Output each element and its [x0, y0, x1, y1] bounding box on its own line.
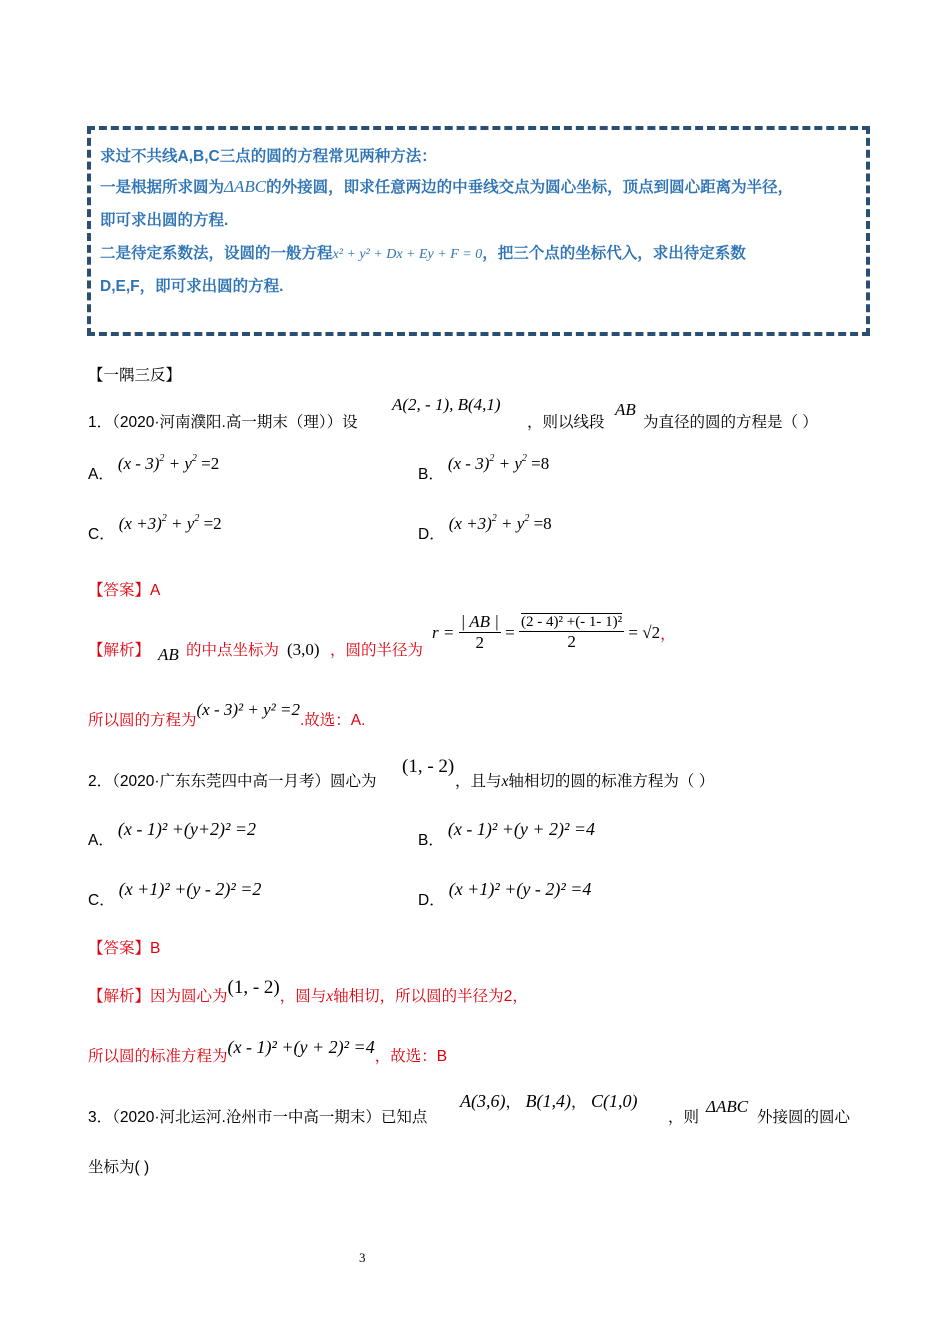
q1-analysis-label: 【解析】 [88, 642, 151, 659]
q2-stem-post: ，且与x轴相切的圆的标准方程为（ ） [455, 773, 715, 790]
q1-analysis-radius-text: ，圆的半径为 [330, 642, 424, 659]
box-line-3: 即可求出圆的方程. [100, 212, 229, 229]
q3-points: A(3,6)， B(1,4)， C(1,0) [460, 1091, 638, 1111]
q2-conclusion: 所以圆的标准方程为(x - 1)² +(y + 2)² =4，故选：B [88, 1037, 448, 1065]
q1-ab: AB [615, 400, 636, 419]
q1-answer: 【答案】A [88, 582, 161, 599]
q1-analysis-mid: 的中点坐标为 [186, 642, 280, 659]
q3-stem-line2: 坐标为( ) [88, 1159, 150, 1176]
box-line-1: 求过不共线A,B,C三点的圆的方程常见两种方法： [100, 148, 437, 165]
q2-option-a: A． (x - 1)² +(y+2)² =2 [88, 819, 257, 849]
q3-triangle: ΔABC [706, 1097, 749, 1116]
box-line-5: D,E,F，即可求出圆的方程. [100, 278, 284, 295]
q1-analysis-ab: AB [158, 645, 179, 664]
q1-analysis-center: (3,0) [287, 640, 320, 659]
q3-stem: 3．（2020·河北运河.沧州市一中高一期末）已知点 [88, 1109, 428, 1126]
q3-stem-post: ，则 [668, 1109, 700, 1126]
page-number: 3 [359, 1250, 366, 1265]
q1-points: A(2, - 1), B(4,1) [392, 395, 501, 414]
q3-stem-end: 外接圆的圆心 [757, 1109, 851, 1126]
q2-stem: 2．（2020·广东东莞四中高一月考）圆心为 [88, 773, 377, 790]
box-line-4: 二是待定系数法，设圆的一般方程x² + y² + Dx + Ey + F = 0，把三个点的坐标代入，求出待定系数 [100, 245, 746, 262]
q1-option-c: C． $(x +3)^2 + y^2 =2$ [88, 513, 222, 543]
q1-option-d: D． $(x +3)^2 + y^2 =8$ [418, 513, 552, 543]
q2-answer: 【答案】B [88, 940, 161, 957]
section-title: 【一隅三反】 [88, 367, 182, 384]
q1-stem: 1．（2020·河南濮阳.高一期末（理））设 [88, 414, 358, 431]
q2-center: (1, - 2) [402, 756, 455, 777]
box-line-2: 一是根据所求圆为ΔABC的外接圆，即求任意两边的中垂线交点为圆心坐标，顶点到圆心距离为半径， [100, 177, 794, 196]
q2-option-d: D． (x +1)² +(y - 2)² =4 [418, 879, 592, 909]
q1-option-a: A． $(x - 3)^2 + y^2 =2$ [88, 453, 220, 483]
q1-option-b: B． $(x - 3)^2 + y^2 =8$ [418, 453, 550, 483]
q2-option-b: B． (x - 1)² +(y + 2)² =4 [418, 819, 596, 849]
q1-conclusion: 所以圆的方程为(x - 3)² + y² =2.故选：A. [88, 700, 366, 729]
q1-stem-end: 为直径的圆的方程是（ ） [643, 414, 818, 431]
q1-stem-post: ，则以线段 [527, 414, 605, 431]
q1-analysis-formula: r = $\frac{| AB |}{2}$ = $\frac{\text{(2 - 4)² +(- 1- 1)²}}{2}$ = √2， [432, 612, 676, 652]
q2-analysis: 【解析】因为圆心为(1, - 2)，圆与x轴相切，所以圆的半径为2， [88, 977, 528, 1005]
q2-option-c: C． (x +1)² +(y - 2)² =2 [88, 879, 262, 909]
